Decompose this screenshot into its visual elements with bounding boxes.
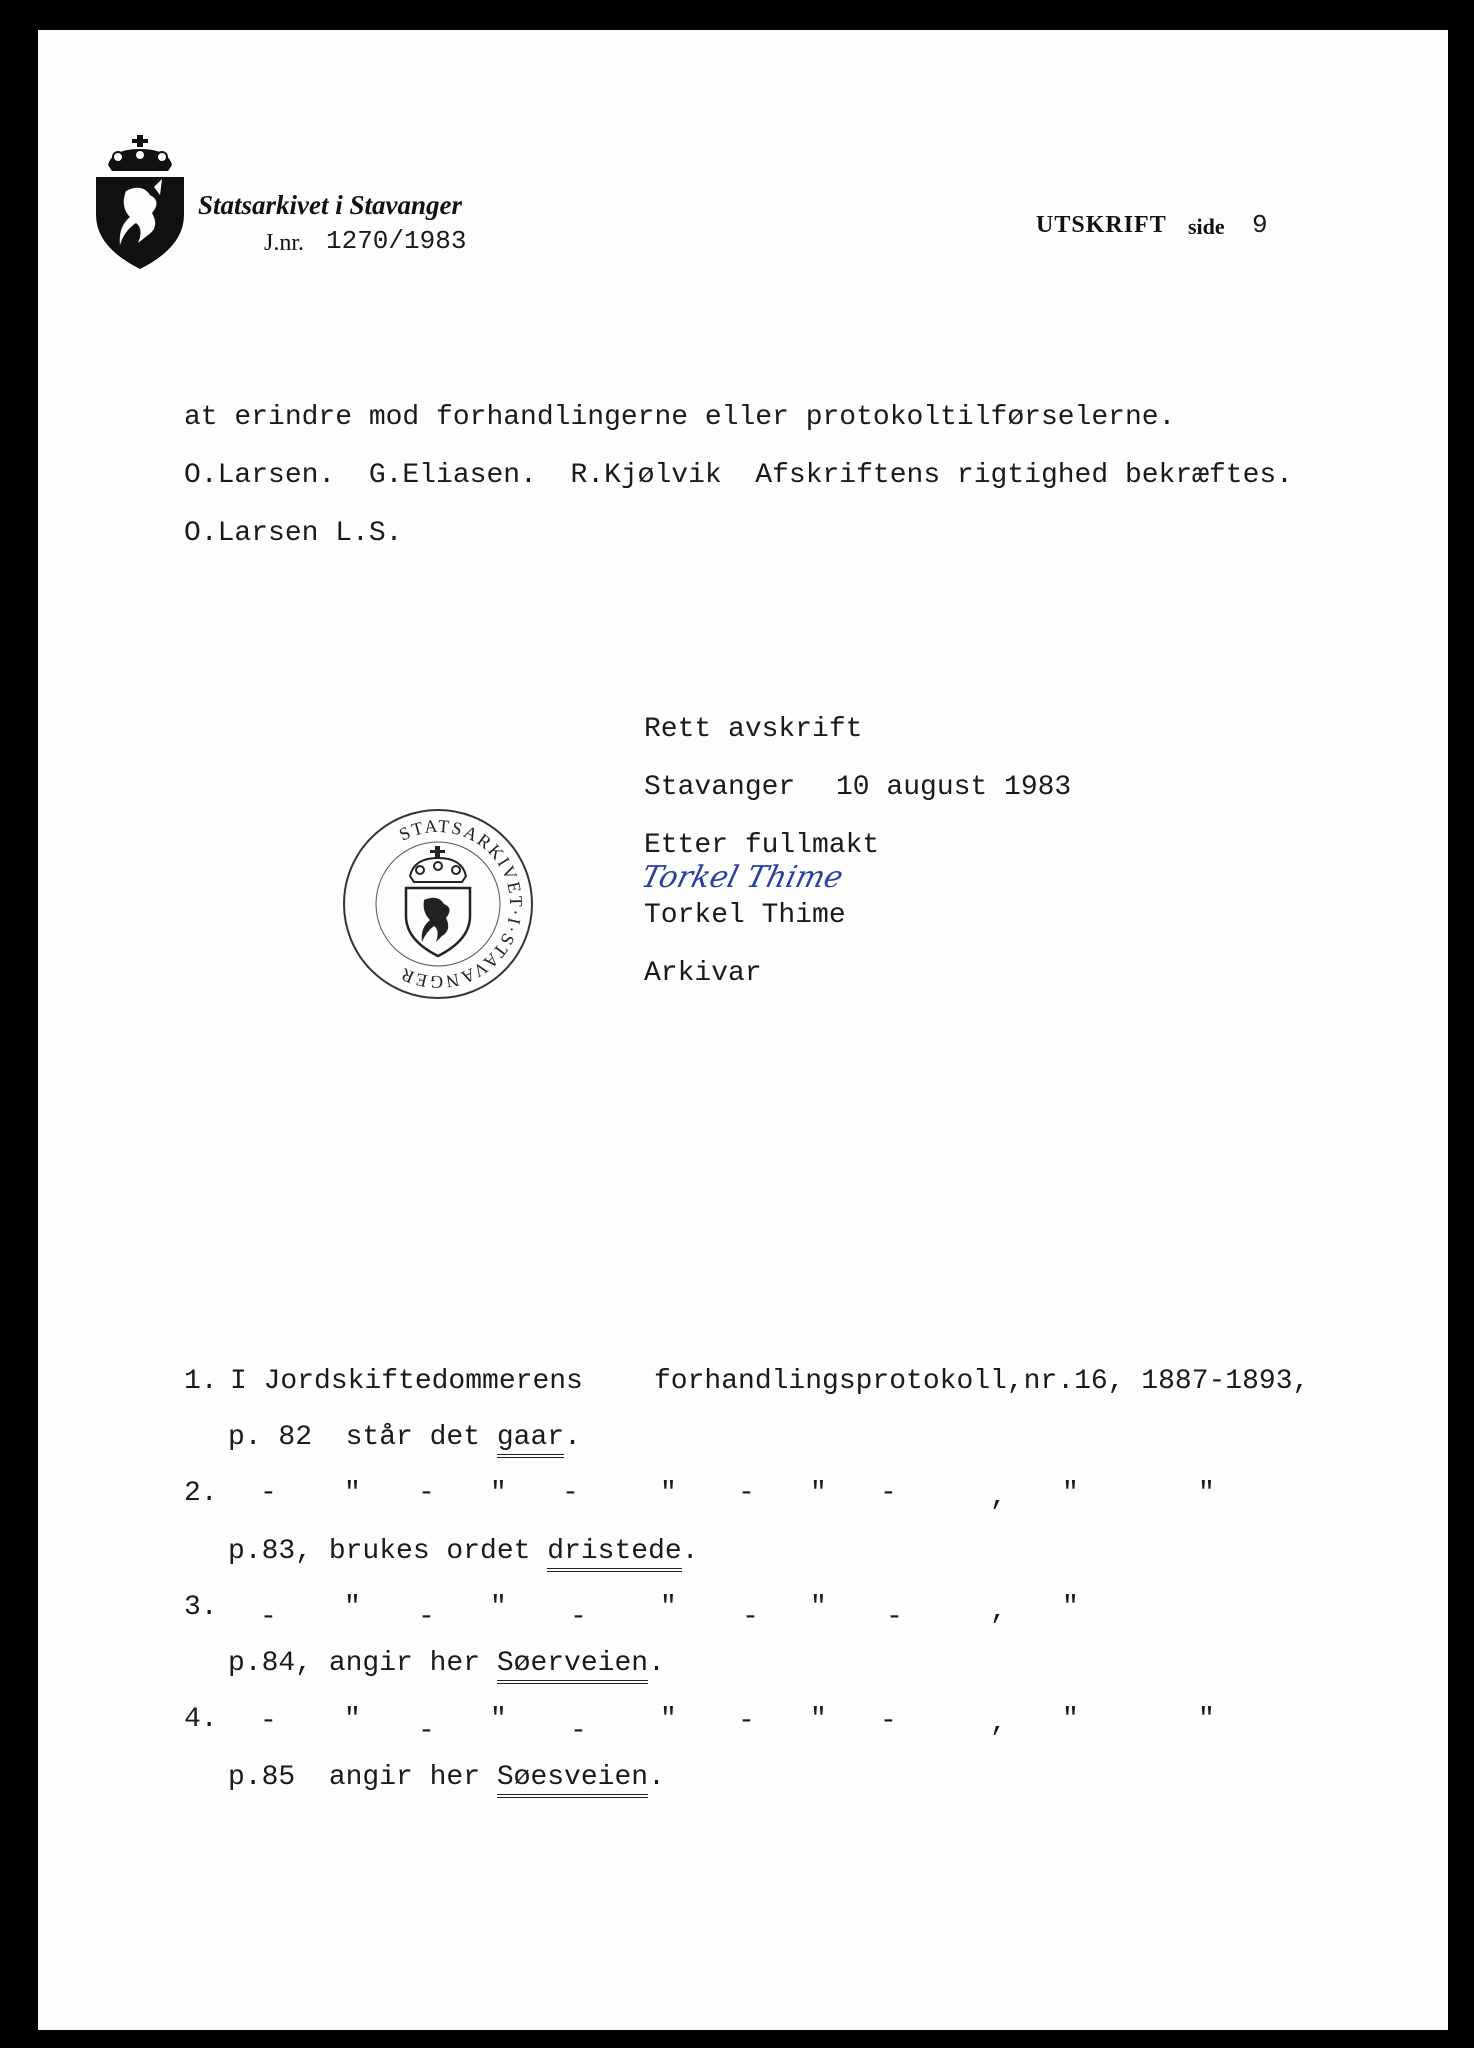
note-2-comma: , bbox=[990, 1482, 1007, 1513]
note-2-reference bbox=[228, 1536, 699, 1567]
note-2-ditto-1: " bbox=[344, 1478, 361, 1509]
note-4-word: Søesveien bbox=[497, 1762, 648, 1798]
note-2-ditto-6: " bbox=[1198, 1478, 1215, 1509]
note-4-ditto-5: " bbox=[1062, 1704, 1079, 1735]
note-2-ref-text: p.83, brukes ordet bbox=[228, 1536, 548, 1567]
note-4-comma: , bbox=[990, 1708, 1007, 1739]
note-3-reference bbox=[228, 1648, 665, 1679]
note-2-end: . bbox=[681, 1536, 699, 1567]
note-3-dash-1: - bbox=[260, 1602, 277, 1633]
utskrift-label: UTSKRIFT bbox=[1036, 212, 1167, 238]
note-2-ditto-2: " bbox=[490, 1478, 507, 1509]
note-1-number: 1. bbox=[184, 1366, 218, 1397]
certification-place: Stavanger bbox=[644, 772, 796, 803]
note-4-dash-4: - bbox=[738, 1706, 755, 1737]
note-2-ditto-4: " bbox=[810, 1478, 827, 1509]
body-line-1: at erindre mod forhandlingerne eller protokoltilførselerne. bbox=[184, 402, 1176, 433]
institution-name: Statsarkivet i Stavanger bbox=[198, 190, 463, 220]
note-3-dash-2: - bbox=[418, 1602, 435, 1633]
handwritten-signature: Torkel Thime bbox=[637, 860, 847, 895]
note-4-reference bbox=[228, 1762, 665, 1793]
note-1-reference bbox=[228, 1422, 581, 1453]
note-2-dash-2: - bbox=[418, 1478, 435, 1509]
note-4-ditto-2: " bbox=[490, 1704, 507, 1735]
note-3-end: . bbox=[648, 1648, 665, 1679]
note-3-dash-4: - bbox=[742, 1602, 759, 1633]
body-line-3: O.Larsen L.S. bbox=[184, 518, 403, 549]
note-3-ref-text: p.84, angir her bbox=[228, 1648, 497, 1679]
jnr-label: J.nr. bbox=[264, 230, 305, 256]
side-label: side bbox=[1188, 214, 1225, 239]
certification-authority: Etter fullmakt bbox=[644, 830, 880, 861]
seal-text: STATSARKIVET·I·STAVANGER bbox=[395, 815, 527, 993]
page-number: 9 bbox=[1252, 210, 1268, 240]
document-page bbox=[38, 30, 1448, 2030]
note-4-ditto-3: " bbox=[660, 1704, 677, 1735]
note-4-ditto-4: " bbox=[810, 1704, 827, 1735]
body-line-2: O.Larsen. G.Eliasen. R.Kjølvik Afskriftens rigtighed bekræftes. bbox=[184, 460, 1293, 491]
note-3-ditto-4: " bbox=[810, 1592, 827, 1623]
note-2-dash-4: - bbox=[738, 1478, 755, 1509]
note-4-dash-3: - bbox=[570, 1716, 587, 1747]
note-3-number: 3. bbox=[184, 1592, 218, 1623]
note-2-ditto-3: " bbox=[660, 1478, 677, 1509]
note-1-word: gaar bbox=[497, 1422, 564, 1458]
note-3-ditto-2: " bbox=[490, 1592, 507, 1623]
note-2-word: dristede bbox=[547, 1536, 681, 1572]
certification-date: 10 august 1983 bbox=[836, 772, 1072, 803]
note-2-dash-1: - bbox=[260, 1478, 277, 1509]
note-3-dash-5: - bbox=[886, 1602, 903, 1633]
note-2-ditto-5: " bbox=[1062, 1478, 1079, 1509]
note-3-ditto-3: " bbox=[660, 1592, 677, 1623]
note-4-dash-2: - bbox=[418, 1716, 435, 1747]
note-1-ref-text: p. 82 står det bbox=[228, 1422, 497, 1453]
certification-name: Torkel Thime bbox=[644, 900, 846, 931]
svg-text:STATSARKIVET·I·STAVANGER bbox=[396, 816, 526, 992]
note-3-dash-3: - bbox=[570, 1602, 587, 1633]
note-4-dash-5: - bbox=[880, 1706, 897, 1737]
note-3-word: Søerveien bbox=[497, 1648, 648, 1684]
certification-heading: Rett avskrift bbox=[644, 714, 863, 745]
note-4-dash-1: - bbox=[260, 1706, 277, 1737]
note-1-end: . bbox=[564, 1422, 581, 1453]
note-4-number: 4. bbox=[184, 1704, 218, 1735]
note-1-protocol: forhandlingsprotokoll,nr.16, 1887-1893, bbox=[654, 1366, 1310, 1397]
note-4-end: . bbox=[648, 1762, 665, 1793]
note-4-ditto-6: " bbox=[1198, 1704, 1215, 1735]
note-1-source: I Jordskiftedommerens bbox=[230, 1366, 583, 1397]
jnr-value: 1270/1983 bbox=[326, 226, 467, 256]
note-2-dash-3: - bbox=[562, 1478, 579, 1509]
note-2-number: 2. bbox=[184, 1478, 218, 1509]
note-3-ditto-5: " bbox=[1062, 1592, 1079, 1623]
note-2-dash-5: - bbox=[880, 1478, 897, 1509]
coat-of-arms-logo bbox=[90, 135, 190, 275]
note-3-ditto-1: " bbox=[344, 1592, 361, 1623]
note-4-ref-text: p.85 angir her bbox=[228, 1762, 497, 1793]
note-4-ditto-1: " bbox=[344, 1704, 361, 1735]
archive-seal-stamp bbox=[340, 806, 536, 1002]
note-3-comma: , bbox=[990, 1596, 1007, 1627]
certification-title: Arkivar bbox=[644, 958, 762, 989]
